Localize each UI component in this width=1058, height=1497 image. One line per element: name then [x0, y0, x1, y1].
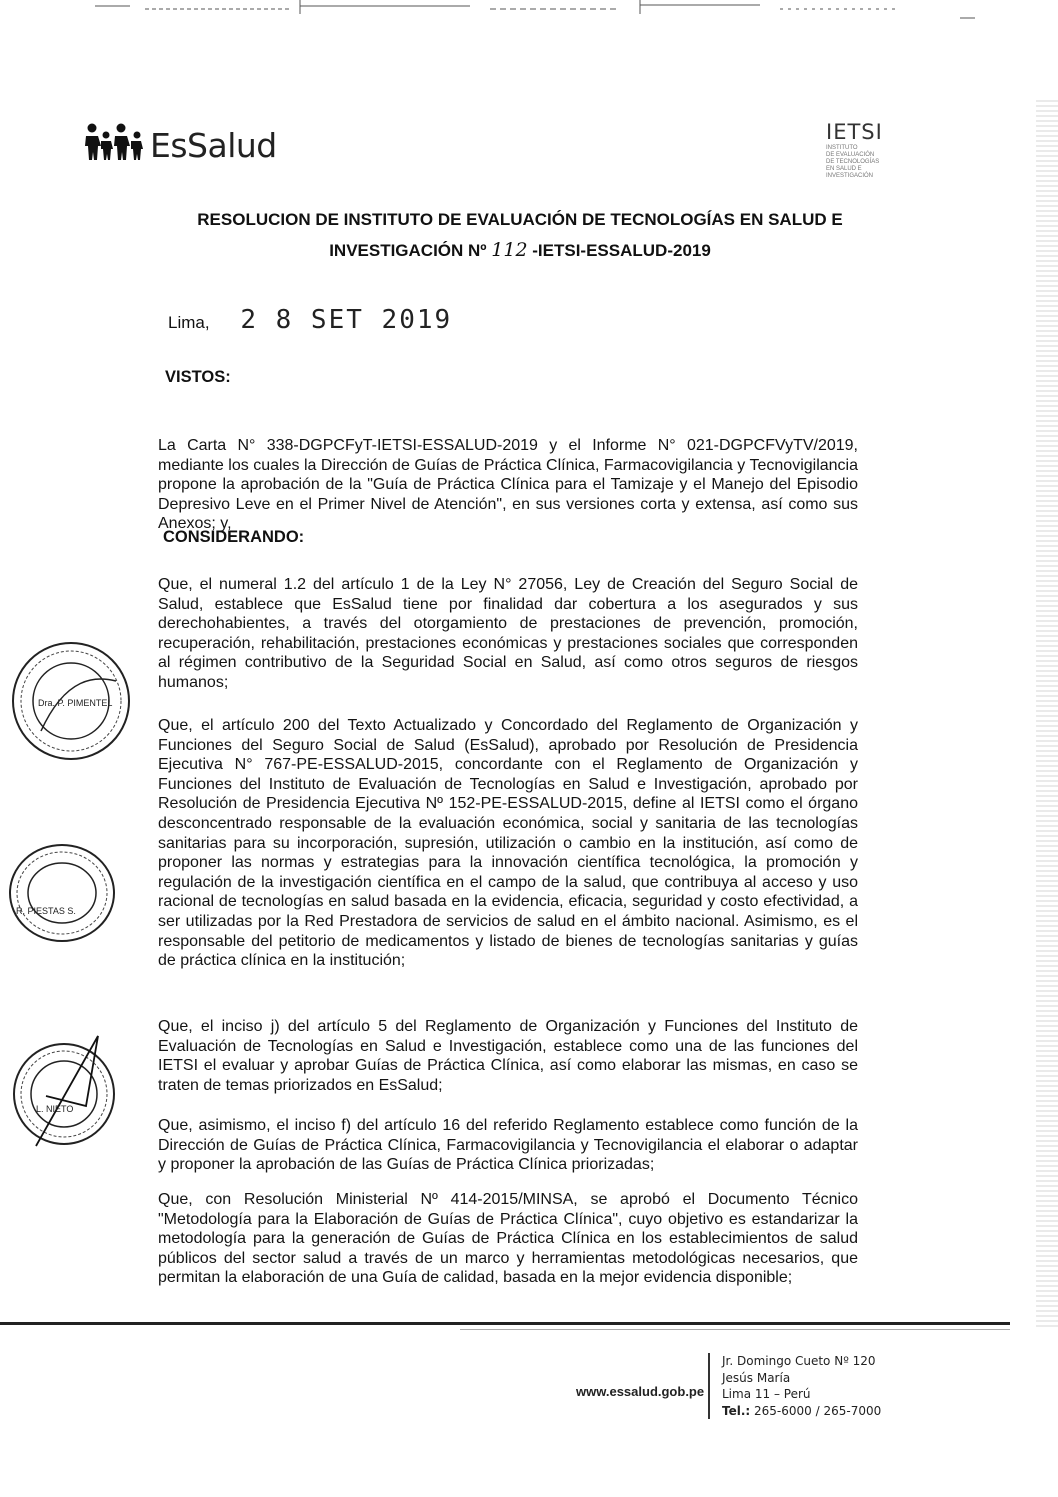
title-line-1: RESOLUCION DE INSTITUTO DE EVALUACIÓN DE TECNOLOGÍAS EN SALUD E: [197, 210, 843, 229]
paragraph-1: Que, el numeral 1.2 del artículo 1 de la Ley N° 27056, Ley de Creación del Seguro Social de Salud, establece que EsSalud tiene por finalidad dar cobertura a los asegurados y sus derechohabientes, a través del otorgamiento de prestaciones de prevención, promoción, recuperación, rehabilitación, prestaciones económicas y prestaciones sociales que corresponden al régimen contributivo de la Seguridad Social en Salud, así como otros seguros de riesgos humanos;: [158, 576, 858, 691]
date-stamp: 2 8 SET 2019: [240, 305, 453, 335]
footer-divider: [708, 1353, 710, 1419]
footer-phone: Tel.: 265-6000 / 265-7000: [722, 1403, 882, 1418]
paragraph-3: Que, el inciso j) del artículo 5 del Reglamento de Organización y Funciones del Instituto de Evaluación de Tecnologías en Salud e Investigación, establece como una de las funciones del IETSI el evaluar y aprobar Guías de Práctica Clínica, así como elaborar las mismas, en caso se traten de temas priorizados en EsSalud;: [158, 1018, 858, 1094]
date-label: Lima,: [168, 313, 210, 332]
paragraph-vistos: La Carta N° 338-DGPCFyT-IETSI-ESSALUD-2019 y el Informe N° 021-DGPCFVyTV/2019, mediante los cuales la Dirección de Guías de Práctica Clínica, Farmacovigilancia y Tecnovigilancia propone la aprobación de la "Guía de Práctica Clínica para el Tamizaje y el Manejo del Episodio Depresivo Leve en el Primer Nivel de Atención", en sus versiones corta y extensa, así como sus Anexos; y,: [158, 437, 858, 533]
handwritten-number: 112: [491, 239, 528, 261]
paragraph-2: Que, el artículo 200 del Texto Actualizado y Concordado del Reglamento de Organización y Funciones del Seguro Social de Salud (EsSalud), aprobado por Resolución de Presidencia Ejecutiva N° 767-PE-ESSALUD-2015, concordante con el Reglamento de Organización y Funciones del Instituto de Evaluación de Tecnologías en Salud e Investigación, aprobado por Resolución de Presidencia Ejecutiva Nº 152-PE-ESSALUD-2015, define al IETSI como el órgano desconcentrado responsable de la evaluación económica, social y sanitaria de las tecnologías sanitarias para su incorporación, supresión, utilización o cambio en la institución, así como de proponer las normas y estrategias para la innovación científica tecnológica, la promoción y regulación de la investigación científica en el campo de la salud, que contribuya al acceso y uso racional de tecnologías en salud basada en la evidencia, eficacia, seguridad y costo efectividad, a ser utilizadas por la Red Prestadora de servicios de salud en el ámbito nacional. Asimismo, es el responsable del petitorio de medicamentos y listado de bienes de tecnologías sanitarias y guías de práctica clínica en la institución;: [158, 717, 858, 970]
ietsi-name: IETSI: [826, 120, 883, 144]
logo-wordmark: EsSalud: [150, 126, 277, 165]
footer-rule-shadow: [460, 1329, 1010, 1330]
footer-website: www.essalud.gob.pe: [576, 1384, 705, 1399]
seal-3-name: L. NIETO: [36, 1104, 74, 1114]
official-seal-1: [6, 636, 136, 766]
paragraph-5: Que, con Resolución Ministerial Nº 414-2015/MINSA, se aprobó el Documento Técnico "Metodología para la Elaboración de Guías de Práctica Clínica", cuyo objetivo es estandarizar la metodología para la generación de Guías de Práctica Clínica en los establecimientos de salud públicos del sector salud a través de un marco y herramientas metodológicas necesarios, que permitan la elaboración de una Guía de calidad, basada en la mejor evidencia disponible;: [158, 1191, 858, 1287]
scan-top-noise: [0, 0, 1058, 24]
date-line: [168, 305, 452, 335]
seal-1-name: Dra. P. PIMENTEL: [38, 698, 113, 708]
footer-address: Jr. Domingo Cueto Nº 120 Jesús María Lima 11 – Perú Tel.: 265-6000 / 265-7000: [722, 1354, 882, 1418]
essalud-logo: [84, 122, 277, 165]
family-icon: [84, 122, 146, 162]
heading-vistos: VISTOS:: [165, 368, 231, 386]
ietsi-subtitle: INSTITUTO DE EVALUACIÓN DE TECNOLOGÍAS EN SALUD E INVESTIGACIÓN: [826, 145, 880, 179]
ietsi-logo: [826, 122, 906, 180]
title-line-2: INVESTIGACIÓN Nº 112 -IETSI-ESSALUD-2019: [329, 239, 711, 261]
heading-considerando: CONSIDERANDO:: [163, 528, 305, 546]
seal-2-name: R. PIESTAS S.: [16, 906, 76, 916]
official-seal-2: [4, 838, 124, 948]
official-seal-3: [6, 1026, 126, 1156]
paragraph-4: Que, asimismo, el inciso f) del artículo 16 del referido Reglamento establece como función de la Dirección de Guías de Práctica Clínica, Farmacovigilancia y Tecnovigilancia el elaborar o adaptar y proponer la aprobación de las Guías de Práctica Clínica priorizadas;: [158, 1117, 858, 1174]
footer-rule: [0, 1322, 1010, 1325]
scan-edge-noise: [1036, 100, 1058, 1330]
resolution-title: [170, 205, 870, 266]
